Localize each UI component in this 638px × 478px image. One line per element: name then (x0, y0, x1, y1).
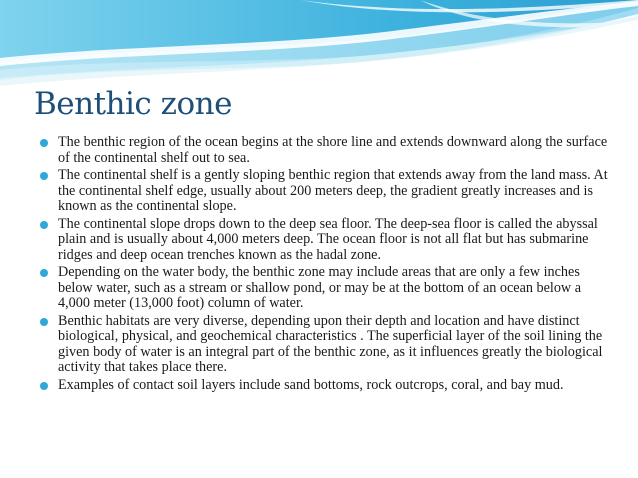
bullet-dot-icon (40, 139, 48, 147)
bullet-dot-icon (40, 269, 48, 277)
bullet-dot-icon (40, 172, 48, 180)
bullet-dot-icon (40, 382, 48, 390)
bullet-text: Benthic habitats are very diverse, depending upon their depth and location and have distinct biological, physical, and geochemical characteristics . The superficial layer of the soil lining the given body of water is an integral part of the benthic zone, as it influences greatly the biological activity that takes place there. (58, 312, 603, 375)
bullet-item (36, 378, 616, 394)
bullet-text: The continental slope drops down to the deep sea floor. The deep-sea floor is called the abyssal plain and is usually about 4,000 meters deep. The ocean floor is not all flat but has submarine ridges and deep ocean trenches known as the hadal zone. (58, 215, 598, 263)
bullet-item (36, 217, 616, 264)
bullet-text: Depending on the water body, the benthic zone may include areas that are only a few inches below water, such as a stream or shallow pond, or may be at the bottom of an ocean below a 4,000 meter (13,000 foot) column of water. (58, 264, 582, 311)
bullet-text: The continental shelf is a gently sloping benthic region that extends away from the land mass. At the continental shelf edge, usually about 200 meters deep, the gradient greatly increases and is known as the continental slope. (58, 167, 608, 214)
bullet-dot-icon (40, 221, 48, 229)
header-wave-decoration (0, 0, 638, 92)
bullet-item (36, 314, 616, 376)
bullet-item (36, 265, 616, 312)
bullet-dot-icon (40, 318, 48, 326)
bullet-item (36, 168, 616, 215)
slide-title: Benthic zone (34, 86, 232, 122)
bullet-text: Examples of contact soil layers include sand bottoms, rock outcrops, coral, and bay mud. (58, 376, 564, 393)
bullet-text: The benthic region of the ocean begins at the shore line and extends downward along the surface of the continental shelf out to sea. (58, 134, 608, 166)
bullet-item (36, 135, 616, 166)
bullet-list (36, 135, 616, 395)
